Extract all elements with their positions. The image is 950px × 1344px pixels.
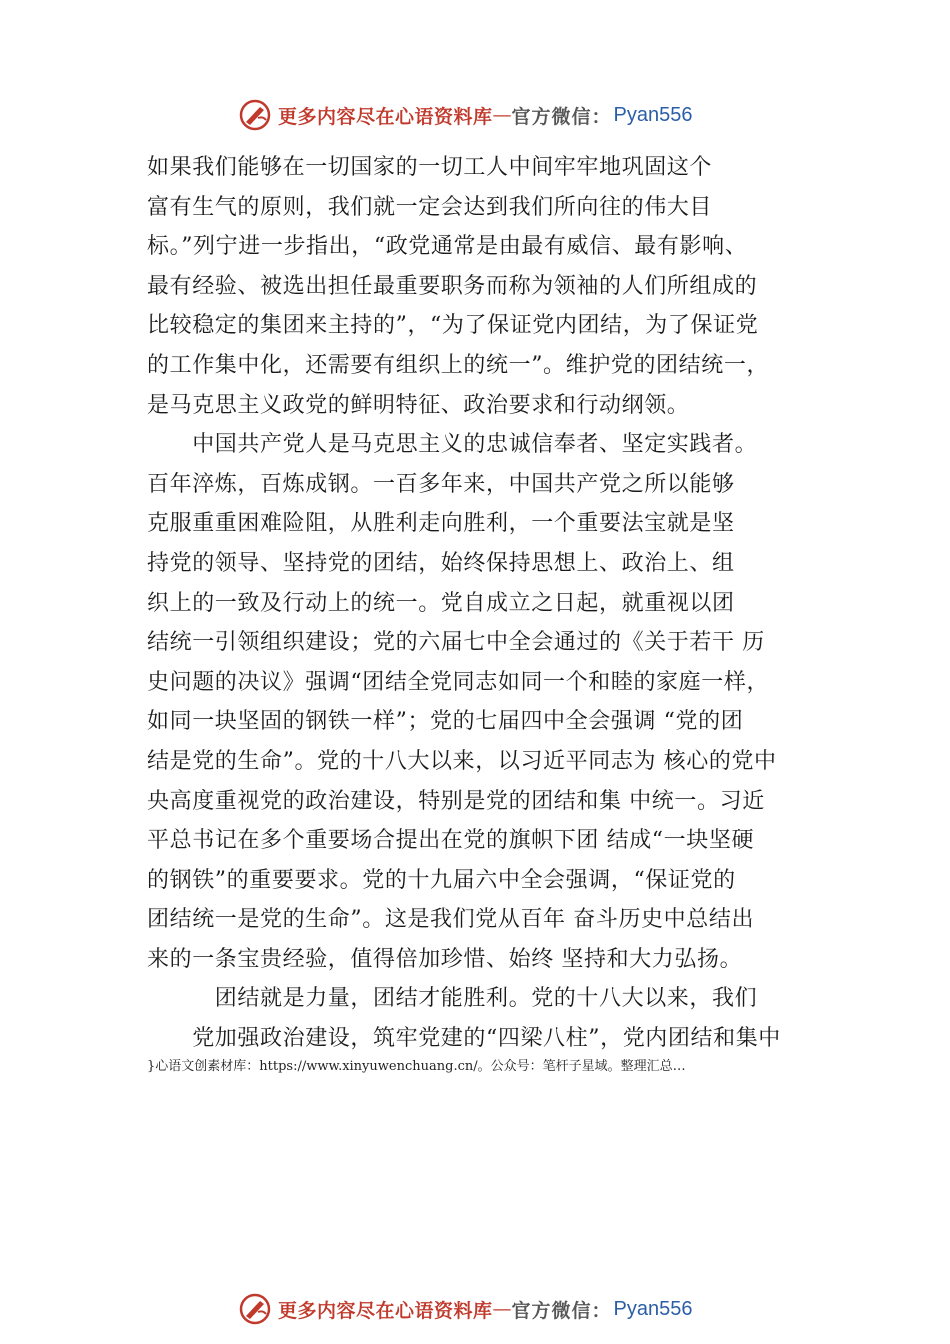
text-line: 的工作集中化，还需要有组织上的统一”。维护党的团结统一， bbox=[147, 352, 770, 378]
text-line: 结是党的生命”。党的十八大以来，以习近平同志为 核心的党中 bbox=[147, 748, 777, 774]
text-line: 的钢铁”的重要要求。党的十九届六中全会强调，“保证党的 bbox=[147, 867, 736, 893]
text-line: 如果我们能够在一切国家的一切工人中间牢牢地巩固这个 bbox=[147, 155, 713, 180]
text-line: 结统一引领组织建设；党的六届七中全会通过的《关于若干 历 bbox=[147, 630, 765, 656]
text-line: 是马克思主义政党的鲜明特征、政治要求和行动纲领。 bbox=[147, 392, 690, 418]
watermark-id: Pyan556 bbox=[613, 1297, 693, 1320]
text-line: 百年淬炼，百炼成钢。一百多年来，中国共产党之所以能够 bbox=[147, 471, 735, 497]
source-footnote: }心语文创素材库：https://www.xinyuwenchuang.cn/。公众号：笔杆子星域。整理汇总… bbox=[147, 1059, 686, 1074]
text-line: 富有生气的原则，我们就一定会达到我们所向往的伟大目 bbox=[147, 194, 713, 220]
text-line: 标。”列宁进一步指出，“政党通常是由最有威信、最有影响、 bbox=[147, 234, 748, 260]
watermark-brand: 更多内容尽在心语资料库 bbox=[278, 105, 493, 128]
watermark-brand: 更多内容尽在心语资料库 bbox=[278, 1299, 493, 1322]
text-line: 央高度重视党的政治建设，特别是党的团结和集 中统一。习近 bbox=[147, 788, 765, 814]
text-line: 党加强政治建设，筑牢党建的“四梁八柱”，党内团结和集中 bbox=[147, 1026, 781, 1052]
text-line: 中国共产党人是马克思主义的忠诚信奉者、坚定实践者。 bbox=[147, 432, 758, 458]
text-line: 来的一条宝贵经验，值得倍加珍惜、始终 坚持和大力弘扬。 bbox=[147, 946, 743, 972]
brand-logo-icon bbox=[238, 1292, 272, 1326]
watermark-separator: — bbox=[492, 104, 512, 126]
body-text bbox=[147, 148, 837, 1059]
watermark-official: 官方微信： bbox=[511, 105, 612, 128]
brand-logo-icon bbox=[238, 98, 272, 132]
text-line: 织上的一致及行动上的统一。党自成立之日起，就重视以团 bbox=[147, 590, 735, 616]
text-line: 团结就是力量，团结才能胜利。党的十八大以来，我们 bbox=[147, 986, 758, 1012]
text-line: 持党的领导、坚持党的团结，始终保持思想上、政治上、组 bbox=[147, 550, 735, 576]
text-line: 最有经验、被选出担任最重要职务而称为领袖的人们所组成的 bbox=[147, 273, 758, 299]
watermark-separator: — bbox=[492, 1298, 512, 1320]
watermark-footer bbox=[238, 1292, 693, 1326]
text-line: 团结统一是党的生命”。这是我们党从百年 奋斗历史中总结出 bbox=[147, 907, 755, 933]
watermark-official: 官方微信： bbox=[511, 1299, 612, 1322]
text-line: 平总书记在多个重要场合提出在党的旗帜下团 结成“一块坚硬 bbox=[147, 828, 755, 854]
watermark-header bbox=[238, 98, 693, 132]
text-line: 比较稳定的集团来主持的”，“为了保证党内团结，为了保证党 bbox=[147, 313, 759, 339]
text-line: 史问题的决议》强调“团结全党同志如同一个和睦的家庭一样， bbox=[147, 669, 770, 695]
watermark-id: Pyan556 bbox=[613, 103, 693, 126]
text-line: 如同一块坚固的钢铁一样”；党的七届四中全会强调 “党的团 bbox=[147, 709, 744, 735]
text-line: 克服重重困难险阻，从胜利走向胜利，一个重要法宝就是坚 bbox=[147, 511, 735, 537]
